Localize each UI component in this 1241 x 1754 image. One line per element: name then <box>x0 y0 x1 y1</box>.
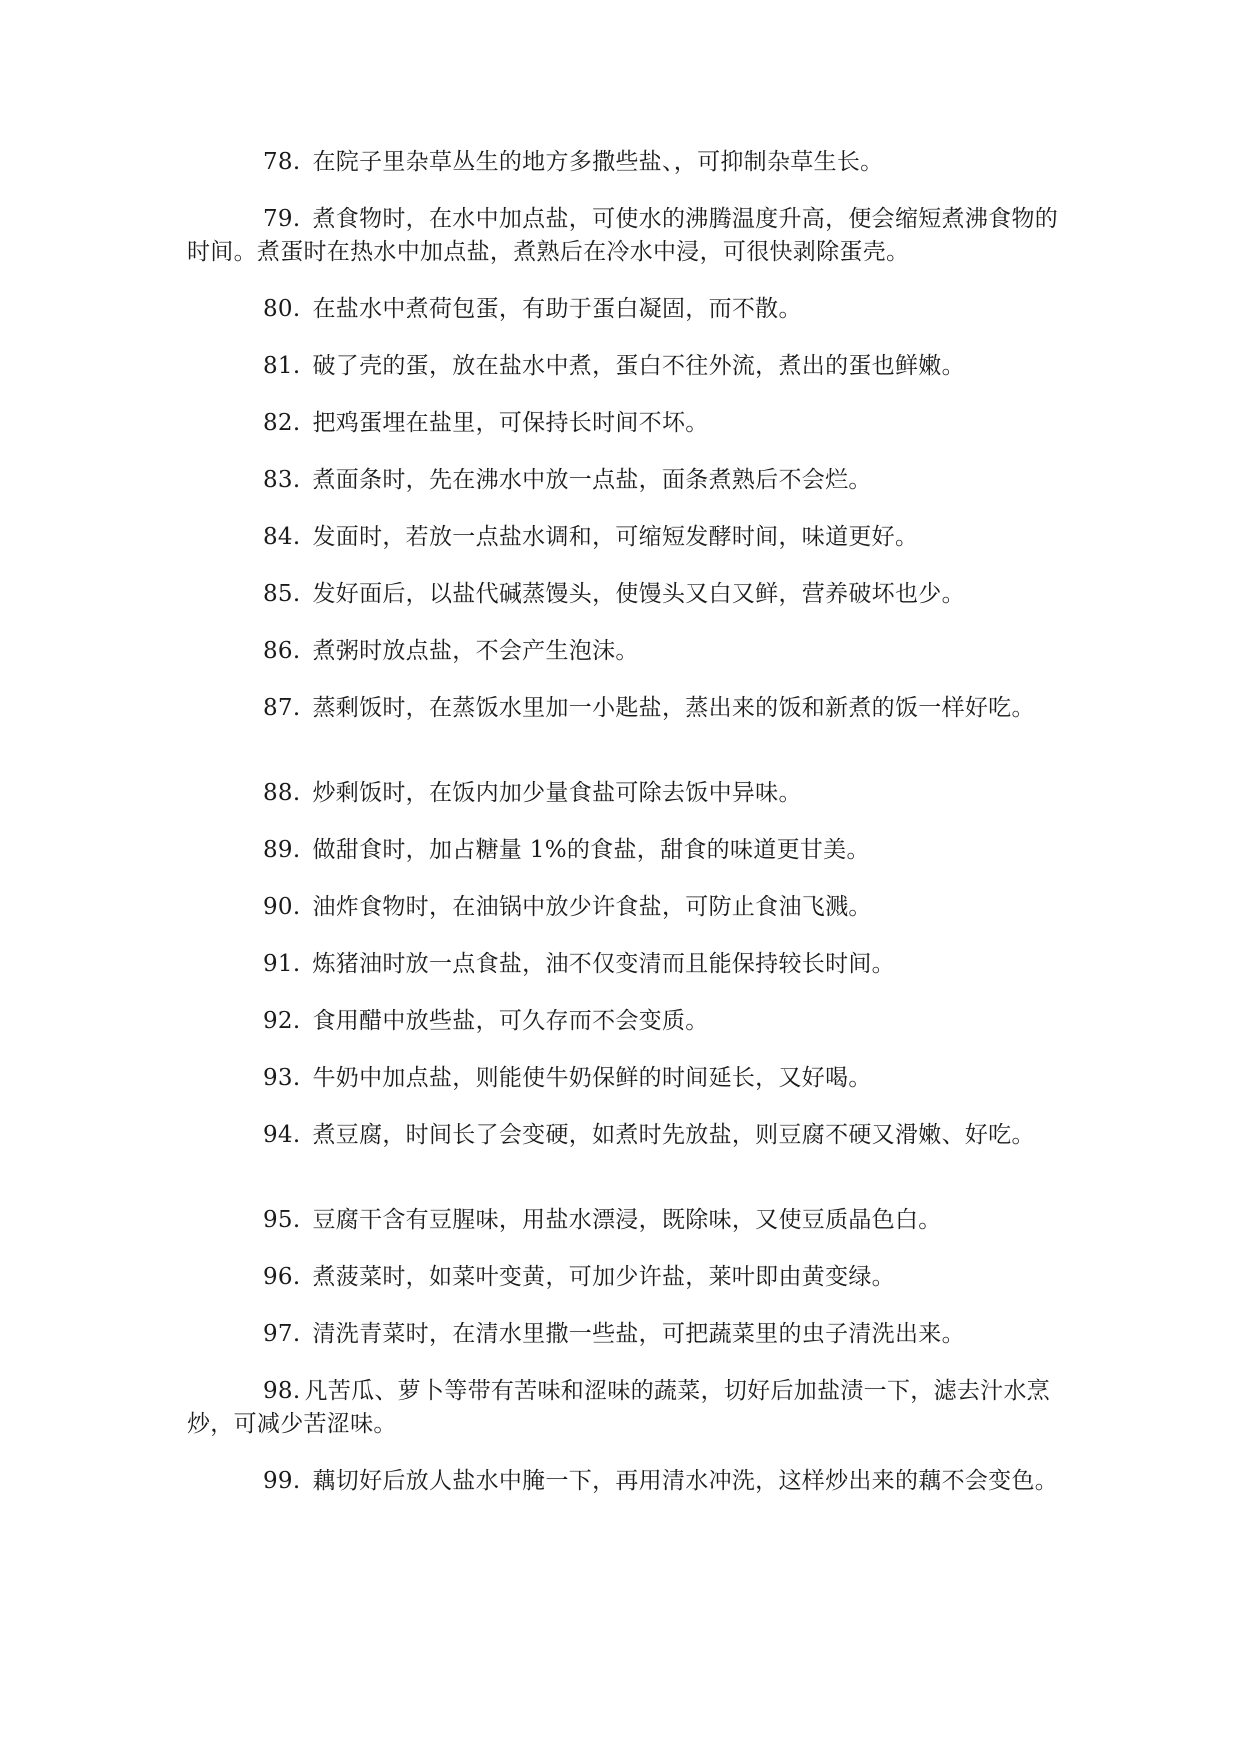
list-item-87 <box>187 692 1067 725</box>
list-item-97 <box>187 1318 1067 1351</box>
item-number: 99. <box>263 1468 301 1494</box>
list-item-95 <box>187 1204 1067 1237</box>
item-number: 79. <box>263 206 301 232</box>
list-item-91 <box>187 948 1067 981</box>
item-number: 81. <box>263 353 301 379</box>
list-item-99 <box>187 1465 1067 1498</box>
item-text: 发好面后，以盐代碱蒸馒头，使馒头又白又鲜，营养破坏也少。 <box>312 581 965 607</box>
item-number: 98. <box>263 1378 301 1404</box>
item-text: 炼猪油时放一点食盐，油不仅变清而且能保持较长时间。 <box>312 951 895 977</box>
list-item-92 <box>187 1005 1067 1038</box>
item-text: 清洗青菜时，在清水里撒一些盐，可把蔬菜里的虫子清洗出来。 <box>312 1321 965 1347</box>
list-item-81 <box>187 350 1067 383</box>
item-text: 藕切好后放人盐水中腌一下，再用清水冲洗，这样炒出来的藕不会变色。 <box>312 1468 1059 1494</box>
item-text: 油炸食物时，在油锅中放少许食盐，可防止食油飞溅。 <box>312 894 872 920</box>
list-item-98 <box>187 1375 1067 1441</box>
list-item-94 <box>187 1119 1067 1152</box>
list-item-80 <box>187 293 1067 326</box>
item-text: 在盐水中煮荷包蛋，有助于蛋白凝固，而不散。 <box>312 296 802 322</box>
item-text: 煮面条时，先在沸水中放一点盐，面条煮熟后不会烂。 <box>312 467 872 493</box>
item-text: 煮食物时，在水中加点盐，可使水的沸腾温度升高，便会缩短煮沸食物的时间。煮蛋时在热水中加点盐，煮熟后在冷水中浸，可很快剥除蛋壳。 <box>187 206 1059 265</box>
list-item-86 <box>187 635 1067 668</box>
item-number: 86. <box>263 638 301 664</box>
list-item-85 <box>187 578 1067 611</box>
document-body <box>187 146 1067 1522</box>
list-item-78 <box>187 146 1067 179</box>
item-number: 82. <box>263 410 301 436</box>
item-number: 85. <box>263 581 301 607</box>
item-number: 80. <box>263 296 301 322</box>
item-text: 煮粥时放点盐，不会产生泡沫。 <box>312 638 639 664</box>
item-number: 83. <box>263 467 301 493</box>
item-text: 破了壳的蛋，放在盐水中煮，蛋白不往外流，煮出的蛋也鲜嫩。 <box>312 353 965 379</box>
item-number: 84. <box>263 524 301 550</box>
item-text: 蒸剩饭时，在蒸饭水里加一小匙盐，蒸出来的饭和新煮的饭一样好吃。 <box>312 695 1035 721</box>
item-text: 煮豆腐，时间长了会变硬，如煮时先放盐，则豆腐不硬又滑嫩、好吃。 <box>312 1122 1035 1148</box>
list-item-90 <box>187 891 1067 924</box>
item-text: 牛奶中加点盐，则能使牛奶保鲜的时间延长，又好喝。 <box>312 1065 872 1091</box>
item-number: 94. <box>263 1122 301 1148</box>
item-text: 凡苦瓜、萝卜等带有苦味和涩味的蔬菜，切好后加盐渍一下，滤去汁水烹炒，可减少苦涩味。 <box>187 1378 1051 1437</box>
item-number: 78. <box>263 149 301 175</box>
item-text: 把鸡蛋埋在盐里，可保持长时间不坏。 <box>312 410 709 436</box>
item-text: 发面时，若放一点盐水调和，可缩短发酵时间，味道更好。 <box>312 524 919 550</box>
list-item-93 <box>187 1062 1067 1095</box>
list-item-96 <box>187 1261 1067 1294</box>
list-item-84 <box>187 521 1067 554</box>
list-item-83 <box>187 464 1067 497</box>
item-number: 90. <box>263 894 301 920</box>
list-item-89 <box>187 834 1067 867</box>
item-number: 88. <box>263 780 301 806</box>
list-item-82 <box>187 407 1067 440</box>
item-text: 豆腐干含有豆腥味，用盐水漂浸，既除味，又使豆质晶色白。 <box>312 1207 942 1233</box>
item-number: 96. <box>263 1264 301 1290</box>
item-number: 95. <box>263 1207 301 1233</box>
item-number: 97. <box>263 1321 301 1347</box>
list-item-79 <box>187 203 1067 269</box>
item-text: 在院子里杂草丛生的地方多撒些盐、，可抑制杂草生长。 <box>312 149 884 175</box>
item-text: 炒剩饭时，在饭内加少量食盐可除去饭中异味。 <box>312 780 802 806</box>
item-number: 92. <box>263 1008 301 1034</box>
item-text: 煮菠菜时，如菜叶变黄，可加少许盐，莱叶即由黄变绿。 <box>312 1264 895 1290</box>
item-number: 93. <box>263 1065 301 1091</box>
item-number: 89. <box>263 837 301 863</box>
item-text: 做甜食时，加占糖量 1%的食盐，甜食的味道更甘美。 <box>312 837 870 863</box>
item-number: 91. <box>263 951 301 977</box>
item-number: 87. <box>263 695 301 721</box>
item-text: 食用醋中放些盐，可久存而不会变质。 <box>312 1008 709 1034</box>
list-item-88 <box>187 777 1067 810</box>
